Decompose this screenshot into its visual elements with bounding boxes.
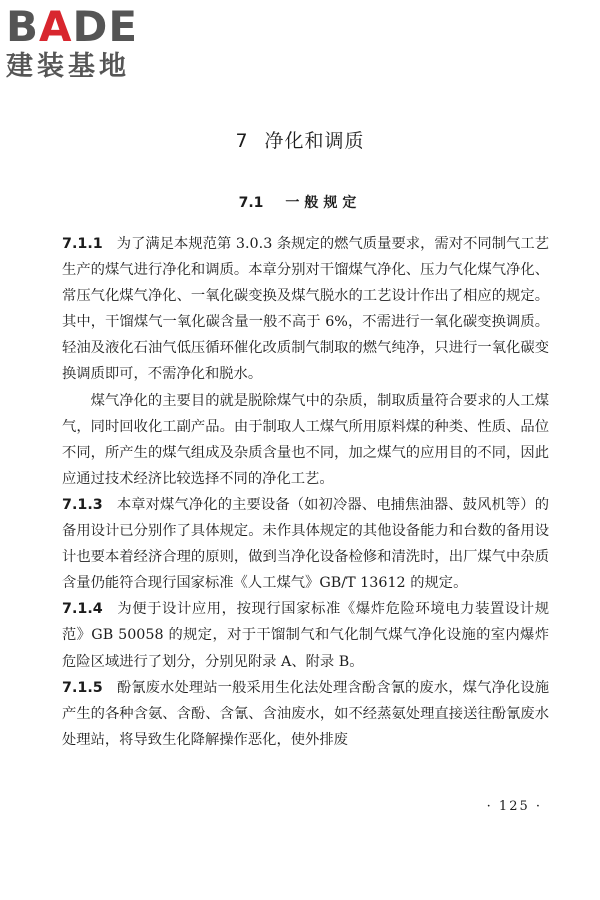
clause-number: 7.1.5	[62, 679, 103, 696]
logo-letters-de: DE	[72, 2, 139, 51]
logo-letter-a: A	[39, 2, 73, 51]
chapter-title-text: 净化和调质	[264, 130, 365, 152]
page-number: · 125 ·	[486, 799, 542, 814]
clause-number: 7.1.1	[62, 236, 103, 252]
clause-number: 7.1.4	[62, 601, 103, 618]
clause-7-1-1	[62, 231, 549, 388]
chapter-title	[0, 126, 600, 153]
clause-7-1-5	[62, 675, 549, 753]
section-number: 7.1	[238, 195, 264, 211]
clause-7-1-4	[62, 596, 549, 674]
clause-7-1-1-continued	[62, 388, 549, 492]
body-text	[62, 231, 549, 753]
logo-wordmark	[6, 4, 176, 50]
clause-text: 为便于设计应用，按现行国家标准《爆炸危险环境电力装置设计规范》GB 50058 的规定，对于干馏制气和气化制气煤气净化设施的室内爆炸危险区域进行了划分，分别见附录 A、附录 B。	[62, 601, 549, 670]
clause-text: 本章对煤气净化的主要设备（如初冷器、电捕焦油器、鼓风机等）的备用设计已分别作了具体规定。未作具体规定的其他设备能力和台数的备用设计也要本着经济合理的原则，做到当净化设备检修和清洗时，出厂煤气中杂质含量仍能符合现行国家标准《人工煤气》GB/T 13612 的规定。	[62, 496, 549, 592]
clause-7-1-3	[62, 492, 549, 596]
clause-text: 为了满足本规范第 3.0.3 条规定的燃气质量要求，需对不同制气工艺生产的煤气进行净化和调质。本章分别对干馏煤气净化、压力气化煤气净化、常压气化煤气净化、一氧化碳变换及煤气脱水的工艺设计作出了相应的规定。其中，干馏煤气一氧化碳含量一般不高于 6%，不需进行一氧化碳变换调质。轻油及液化石油气低压循环催化改质制气制取的燃气纯净，只进行一氧化碳变换调质即可，不需净化和脱水。	[62, 236, 549, 383]
section-title	[0, 192, 600, 212]
logo-subtitle: 建装基地	[6, 51, 130, 82]
logo-letter-b: B	[6, 2, 40, 51]
clause-text: 煤气净化的主要目的就是脱除煤气中的杂质，制取质量符合要求的人工煤气，同时回收化工副产品。由于制取人工煤气所用原料煤的种类、性质、品位不同，所产生的煤气组成及杂质含量也不同，加之煤气的应用目的不同，因此应通过技术经济比较选择不同的净化工艺。	[62, 392, 549, 487]
clause-text: 酚氰废水处理站一般采用生化法处理含酚含氰的废水，煤气净化设施产生的各种含氨、含酚、含氰、含油废水，如不经蒸氨处理直接送往酚氰废水处理站，将导致生化降解操作恶化，使外排废	[62, 679, 549, 748]
clause-number: 7.1.3	[62, 496, 103, 513]
chapter-number: 7	[235, 130, 249, 152]
bade-logo	[6, 4, 176, 84]
section-title-text: 一般规定	[285, 195, 362, 211]
